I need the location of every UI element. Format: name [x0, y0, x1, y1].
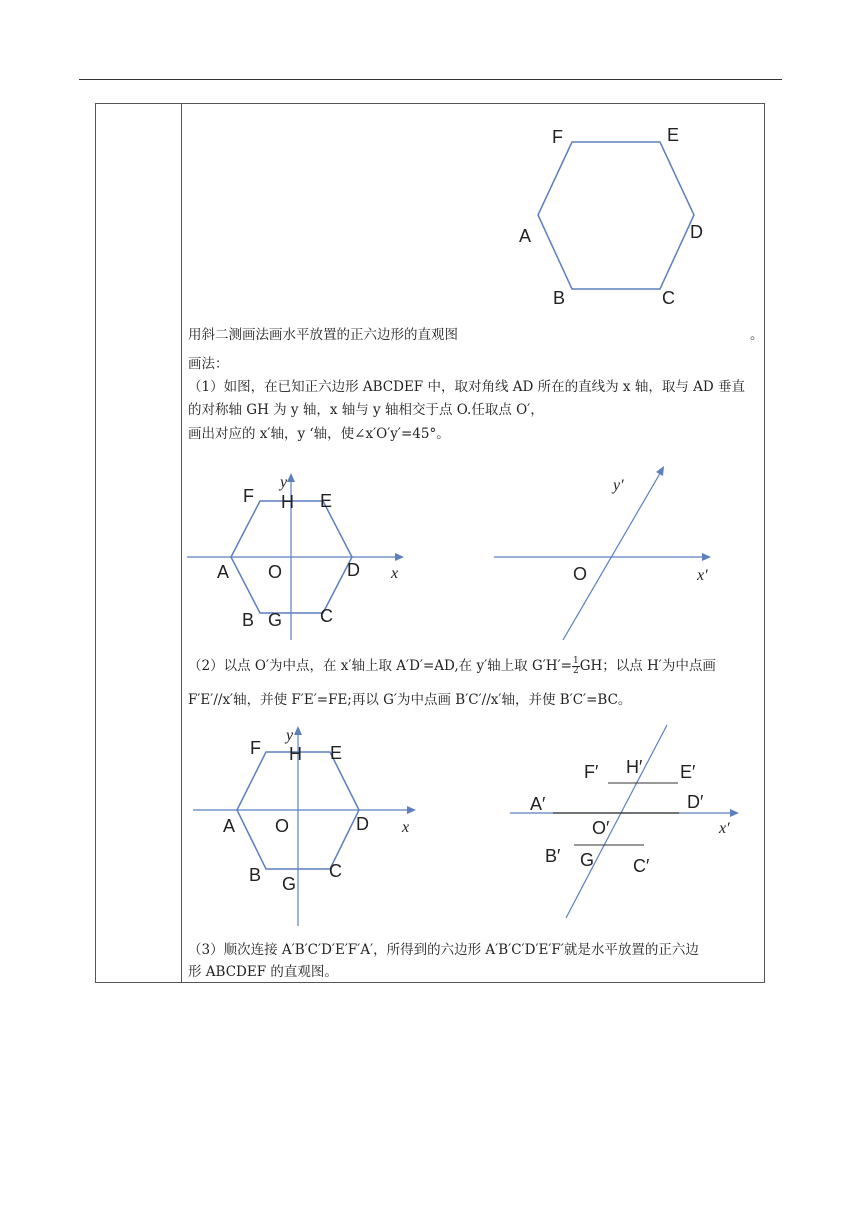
fig1-H: H — [281, 492, 294, 512]
label-B: B — [553, 288, 566, 308]
fig3-B: B — [249, 865, 262, 885]
fig1-D: D — [347, 560, 360, 580]
figure-4 — [510, 725, 739, 918]
fig3-H: H — [289, 744, 302, 764]
step1-line3: 画出对应的 x′轴，y ‘轴，使∠x′O′y′=45°。 — [188, 426, 450, 442]
fig4-D: D′ — [687, 792, 704, 812]
half-fraction — [572, 657, 580, 676]
fig4-F: F′ — [584, 762, 599, 782]
step2-text-b: GH；以点 H′为中点画 — [579, 658, 716, 674]
fig2-y-label: y′ — [613, 477, 624, 494]
fig4-B: B′ — [545, 846, 561, 866]
figure-1 — [187, 473, 404, 640]
label-A: A — [519, 226, 532, 246]
step1-line2: 的对称轴 GH 为 y 轴，x 轴与 y 轴相交于点 O.任取点 O′， — [188, 402, 544, 418]
intro-text: 用斜二测画法画水平放置的正六边形的直观图 — [188, 327, 458, 343]
fig4-G: G — [580, 850, 595, 870]
step3-line2: 形 ABCDEF 的直观图。 — [188, 964, 338, 980]
fig3-F: F — [250, 738, 261, 758]
fig3-A: A — [223, 816, 236, 836]
figure-2 — [494, 466, 711, 640]
fig1-y-arrow — [287, 473, 295, 482]
fig3-G: G — [282, 874, 297, 894]
fig4-O: O′ — [592, 818, 610, 838]
fig4-H: H′ — [626, 757, 643, 777]
fig3-y-label: y — [286, 727, 294, 744]
fig1-y-label: y — [280, 474, 288, 491]
fig4-x-label: x′ — [719, 820, 730, 837]
label-F: F — [552, 127, 563, 147]
fig1-F: F — [243, 486, 254, 506]
fig4-y-axis — [566, 725, 667, 918]
fig2-x-label: x′ — [697, 567, 708, 584]
fig3-D: D — [356, 814, 369, 834]
step2-line1 — [188, 656, 716, 676]
fig4-A: A′ — [530, 794, 546, 814]
fig1-x-arrow — [395, 553, 404, 561]
fig1-E: E — [320, 491, 333, 511]
frac-numerator: 1 — [572, 656, 579, 666]
fig4-x-arrow — [730, 809, 739, 817]
fig4-C: C′ — [633, 856, 650, 876]
fig1-A: A — [217, 562, 230, 582]
fig3-O: O — [275, 816, 290, 836]
fig1-O: O — [268, 562, 283, 582]
label-E: E — [667, 125, 680, 145]
fig4-E: E′ — [680, 762, 696, 782]
fig1-G: G — [268, 610, 283, 630]
fig2-y-axis — [563, 470, 662, 640]
frac-denominator: 2 — [572, 666, 579, 676]
fig3-C: C — [329, 861, 342, 881]
label-C: C — [662, 288, 675, 308]
step3-line1: （3）顺次连接 A′B′C′D′E′F′A′，所得到的六边形 A′B′C′D′E′F′就是水平放置的正六边 — [188, 942, 699, 958]
fig3-E: E — [330, 743, 343, 763]
step2-text-a: （2）以点 O′为中点，在 x′轴上取 A′D′=AD,在 y′轴上取 G′H′= — [188, 658, 572, 674]
step2-line2: F′E′//x′轴，并使 F′E′=FE;再以 G′为中点画 B′C′//x′轴，并使 B′C′=BC。 — [188, 692, 632, 708]
method-title: 画法： — [188, 356, 229, 372]
fig1-B: B — [242, 610, 255, 630]
intro-end: 。 — [750, 327, 764, 343]
step1-line1: （1）如图，在已知正六边形 ABCDEF 中，取对角线 AD 所在的直线为 x 轴，取与 AD 垂直 — [188, 379, 745, 395]
fig2-O: O — [573, 564, 588, 584]
label-D: D — [690, 222, 703, 242]
fig3-x-arrow — [407, 806, 416, 814]
fig3-y-arrow — [294, 726, 302, 735]
fig1-C: C — [320, 606, 333, 626]
fig3-x-label: x — [402, 819, 410, 836]
fig1-x-label: x — [391, 565, 399, 582]
fig2-x-arrow — [702, 553, 711, 561]
hexagon-shape — [538, 142, 694, 289]
figure-3 — [193, 726, 416, 926]
